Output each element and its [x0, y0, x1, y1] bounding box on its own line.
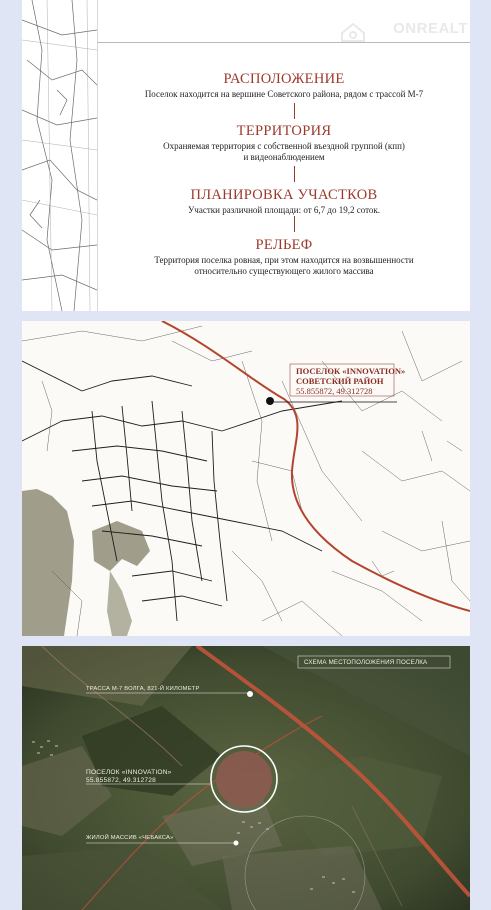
section-layout — [98, 187, 470, 216]
housing-pointer-dot — [234, 841, 239, 846]
section-title: РЕЛЬЕФ — [255, 237, 313, 253]
highway-m7 — [162, 321, 470, 611]
housing-label: ЖИЛОЙ МАССИВ «ЧЕБАКСА» — [86, 835, 174, 841]
water-lake — [92, 521, 150, 571]
connector-line — [294, 216, 295, 232]
section-text: Участки различной площади: от 6,7 до 19,2 соток. — [187, 205, 381, 215]
section-title: ТЕРРИТОРИЯ — [236, 123, 332, 139]
location-marker — [266, 397, 274, 405]
highway-pointer-dot — [247, 691, 253, 697]
section-relief — [98, 237, 470, 277]
divider-top — [97, 42, 470, 43]
map-marker-label: ПОСЕЛОК «INNOVATION» СОВЕТСКИЙ РАЙОН 55.855872, 49.312728 — [296, 366, 406, 396]
city-map — [22, 321, 470, 636]
section-text: Поселок находится на вершине Советского района, рядом с трассой М-7 — [144, 89, 424, 99]
connector-line — [294, 166, 295, 182]
section-territory — [98, 123, 470, 163]
section-title: ПЛАНИРОВКА УЧАСТКОВ — [190, 187, 378, 203]
section-location — [98, 71, 470, 100]
section-title: РАСПОЛОЖЕНИЕ — [223, 71, 345, 87]
scheme-title: СХЕМА МЕСТОПОЛОЖЕНИЯ ПОСЕЛКА — [304, 659, 428, 666]
section-text: Территория поселка ровная, при этом находится на возвышенности относительно существующего жилого массива — [154, 255, 414, 276]
village-label: ПОСЕЛОК «INNOVATION» 55.855872, 49.312728 — [86, 769, 172, 784]
map-strip — [22, 0, 97, 311]
section-text: Охраняемая территория с собственной въездной группой (кпп) и видеонаблюдением — [163, 141, 405, 162]
aerial-scheme — [22, 646, 470, 910]
info-slide — [22, 0, 470, 311]
water-south — [107, 571, 132, 636]
connector-line — [294, 103, 295, 119]
highway-label: ТРАССА М-7 ВОЛГА, 821-Й КИЛОМЕТР — [86, 686, 200, 692]
watermark-logo-icon — [340, 21, 366, 43]
village-area — [216, 751, 272, 807]
watermark-text: ONREALT — [393, 20, 468, 37]
water-west — [22, 489, 74, 636]
